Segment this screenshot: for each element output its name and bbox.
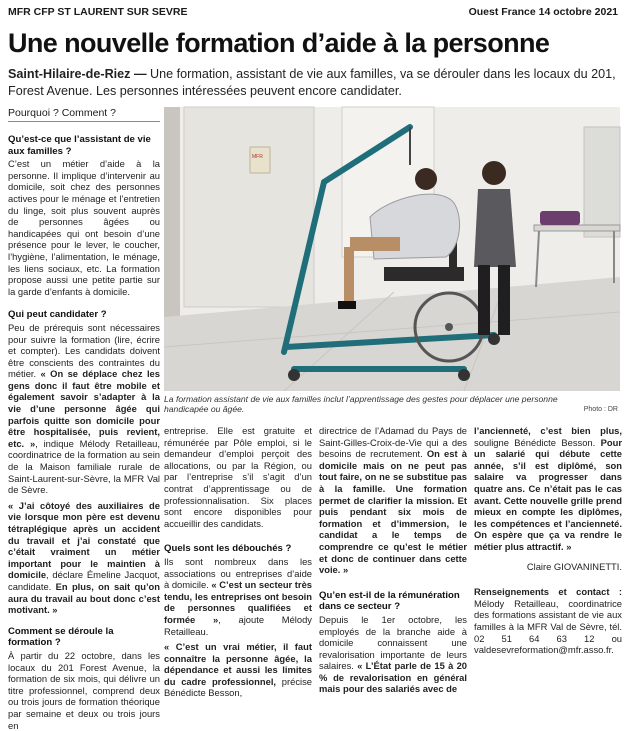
quote-besson: « C’est un vrai métier, il faut connaître la personne âgée, la dépendance et aussi les limites du cadre professionnel, (164, 641, 312, 687)
author-signature: Claire GIOVANINETTI. (526, 560, 622, 572)
quote-attribution: , déclare Émeline Jacquot, candidate. (8, 569, 160, 592)
quote-anciennete: l’ancienneté, c’est bien plus, (474, 425, 622, 436)
page-header (8, 6, 618, 20)
paragraph: entreprise. Elle est gratuite et rémunérée par Pôle emploi, si le demandeur d’emploi perçoit des allocations, ou par la Région, ou par l’entreprise s’il s’agit d’un contrat d’apprentissage ou de professionnalisation. Six places sont encore disponibles pour accueillir des candidats. (164, 425, 312, 529)
carer-body (474, 189, 516, 267)
quote-salaire: Pour un salarié qui débute cette année, s’il est diplômé, son salaire va progresser dans quatre ans. Ce n’était pas le cas avant. Cette nouvelle grille prend mieux en compte les diplômes, les compétences et l’ancienneté. On espère que ça va rendre le métier plus attractif. » (474, 436, 622, 552)
paragraph (164, 556, 312, 637)
photo-bag (540, 211, 580, 225)
heading-assistant: Qu’est-ce que l’assistant de vie aux familles ? (8, 134, 151, 157)
heading-formation: Comment se déroule la formation ? (8, 625, 114, 649)
photo-table (534, 225, 620, 231)
photo-credit: Photo : DR (583, 406, 618, 413)
headline: Une nouvelle formation d’aide à la personne (8, 28, 550, 58)
source-label: Ouest France 14 octobre 2021 (468, 6, 618, 18)
contact-label: Renseignements et contact : (474, 586, 622, 598)
quote-attribution: , indique Mélody Retailleau, coordinatrice de la formation au sein de la Maison familiale rurale de Saint-Laurent-sur-Sèvre, la MFR Val de Sèvre. (8, 437, 160, 496)
poster-label: MFR (252, 154, 263, 160)
paragraph: À partir du 22 octobre, dans les locaux du 201 Forest Avenue, la formation de six mois, qui délivre un titre professionnel, comprend deux ou trois jours de formation théorique par semaine et deux ou trois jours en (8, 649, 160, 731)
paragraph (319, 614, 467, 695)
kicker: Pourquoi ? Comment ? (8, 107, 160, 122)
heading-debouches: Quels sont les débouchés ? (164, 543, 292, 555)
quote-besson-2: On est à domicile mais on ne peut pas tout faire, on ne se substitue pas à la famille. Une formation permet de clarifier la mission. Et puis pendant six mois de formation et d’immersion, le candidat a le temps de comprendre ce qu’est le métier et donc de continuer dans cette voie. » (319, 448, 467, 576)
paragraph (474, 425, 622, 553)
patient-head (415, 168, 437, 190)
lead-paragraph (8, 66, 618, 100)
paragraph (319, 425, 467, 576)
section-label: MFR CFP ST LAURENT SUR SEVRE (8, 6, 188, 18)
column-2 (164, 425, 312, 699)
lead-place: Saint-Hilaire-de-Riez — (8, 67, 147, 81)
paragraph: C’est un métier d’aide à la personne. Il implique d’intervenir au domicile, soit chez des personnes actives pour le ménage et l’entretien du linge, soit plus souvent auprès de personnes âgées ou handicapées qui ont besoin d’une présence pour le lever, le coucher, l’hygiène, l’alimentation, le ménage, les liens sociaux, etc. La formation propose aussi une petite partie sur la garde d’enfants à domicile. (8, 158, 160, 297)
paragraph (164, 641, 312, 699)
photo-illustration (164, 107, 620, 391)
lift-wheel (288, 369, 300, 381)
paragraph-text: Depuis le 1er octobre, les employés de la branche aide à domicile connaissent une revalorisation importante de leurs salaires. (319, 613, 467, 672)
carer-leg (498, 265, 510, 335)
contact-paragraph (474, 586, 622, 656)
quote-retailleau: « On se déplace chez les gens donc il faut être mobile et également savoir s’adapter à la vie d’une personne âgée qui parfois quitte son domicile pour être hospitalisée, puis revient, etc. » (8, 368, 160, 449)
patient-legs (350, 237, 400, 251)
photo-caption: La formation assistant de vie aux familles inclut l’apprentissage des gestes pour déplacer une personne handicapée ou âgée. (164, 394, 558, 415)
quote-attribution: précise Bénédicte Besson, (164, 675, 312, 699)
lead-text: Une formation, assistant de vie aux familles, va se dérouler dans les locaux du 201, Forest Avenue. Les personnes intéressées peuvent encore candidater. (8, 67, 616, 98)
quote-jacquot-end: En plus, on sait qu’on aura du travail au bout donc c’est motivant. » (8, 580, 160, 616)
wheelchair-hub (445, 323, 453, 331)
article-photo (164, 107, 620, 391)
patient-shin (344, 247, 354, 303)
heading-candidates: Qui peut candidater ? (8, 309, 107, 321)
paragraph-text: Ils sont nombreux dans les associations ou entreprises d’aide à domicile. (164, 555, 312, 591)
quote-attribution: , ajoute Mélody Retailleau. (164, 613, 312, 637)
photo-panel (184, 107, 314, 307)
photo-poster (250, 147, 270, 173)
lift-wheel (458, 369, 470, 381)
carer-head (482, 161, 506, 185)
column-4 (474, 425, 622, 656)
quote-attribution: souligne Bénédicte Besson. (474, 436, 596, 448)
heading-remuneration: Qu’en est-il de la rémunération dans ce secteur ? (319, 589, 460, 613)
patient-boot (338, 301, 356, 309)
column-3 (319, 425, 467, 695)
paragraph-text: directrice de l’Adamad du Pays de Saint-Gilles-Croix-de-Vie qui a des besoins de recrutement. (319, 425, 467, 460)
contact-text: Mélody Retailleau, coordinatrice des formations assistant de vie aux familles à la MFR Val de Sèvre, tél. 02 51 64 63 12 ou valdesevreformation@mfr.asso.fr. (474, 597, 622, 656)
quote-jacquot: « J’ai côtoyé des auxiliaires de vie lorsque mon père est devenu tétraplégique après un accident du travail et j’ai constaté que c’était vraiment un métier important pour le maintien à domicile (8, 499, 160, 581)
quote-etat: « L’État parle de 15 à 20 % de revalorisation en général mais pour des salariés avec de (319, 660, 467, 695)
paragraph-text: Peu de prérequis sont nécessaires pour suivre la formation (lire, écrire et compter). Les candidats doivent être conscients des contraintes du métier. (8, 321, 160, 380)
paragraph (8, 500, 160, 616)
carer-leg (478, 265, 490, 335)
photo-right-window (584, 127, 620, 237)
paragraph (8, 322, 160, 496)
quote-retailleau-2: « C’est un secteur très tendu, les entreprises ont besoin de personnes qualifiées et formée » (164, 579, 313, 625)
column-1 (8, 128, 160, 731)
